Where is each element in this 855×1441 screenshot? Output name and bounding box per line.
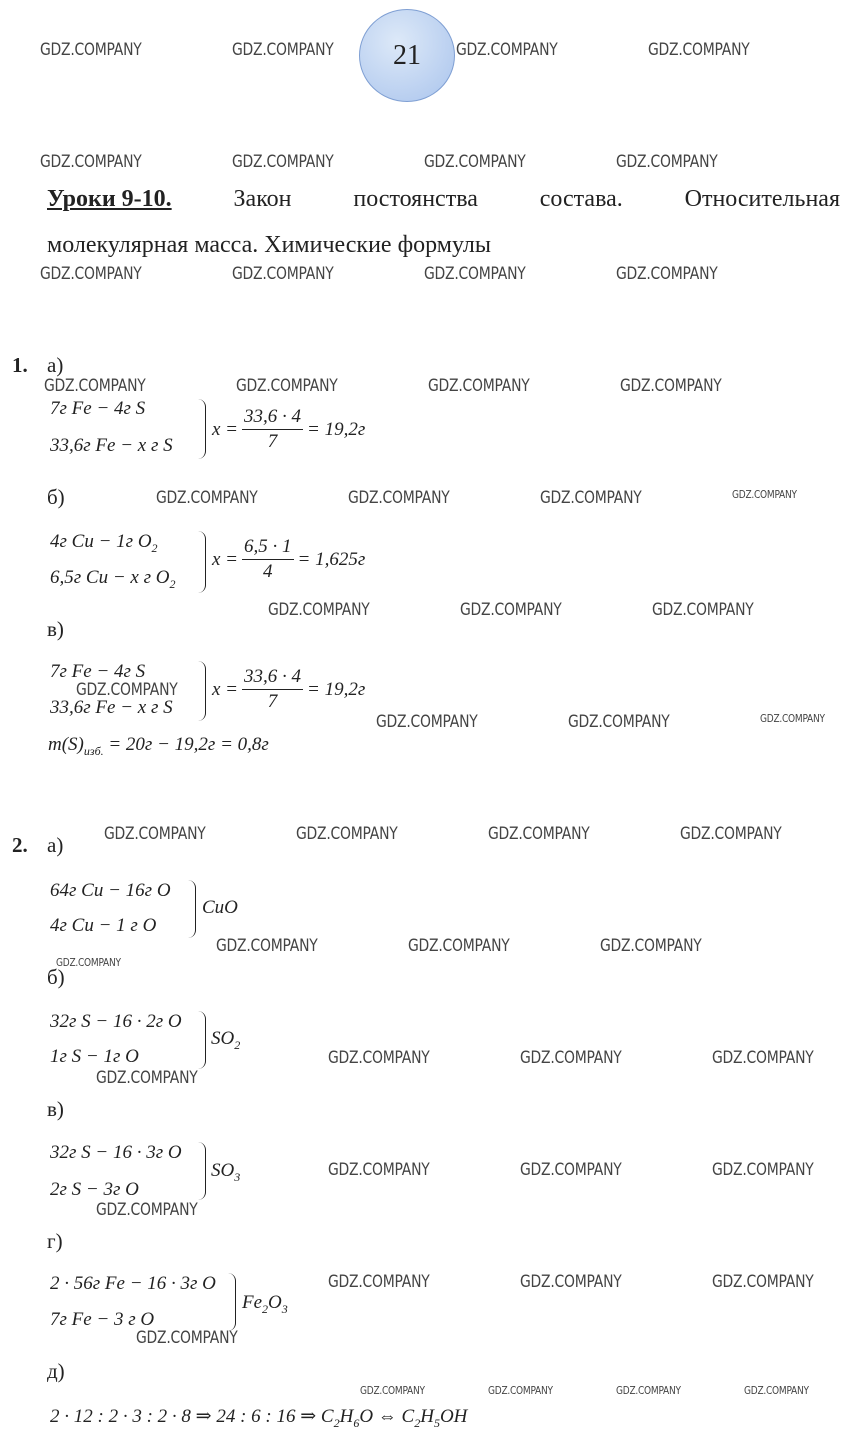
- proportion-row: 7г Fe − 3 г O: [50, 1309, 155, 1330]
- watermark: GDZ.COMPANY: [96, 1200, 198, 1220]
- result-text: Fe: [242, 1292, 263, 1313]
- brace: [196, 1011, 206, 1069]
- proportion-row: 2 · 56г Fe − 16 · 3г O: [50, 1273, 216, 1294]
- watermark: GDZ.COMPANY: [652, 600, 754, 620]
- proportion-row: 7г Fe − 4г S: [50, 398, 146, 419]
- lesson-heading-line2: молекулярная масса. Химические формулы: [47, 232, 491, 258]
- heading-word: постоянства: [353, 186, 478, 212]
- formula-result: = 19,2г: [307, 678, 366, 700]
- subscript: 2: [333, 1415, 340, 1430]
- watermark: GDZ.COMPANY: [680, 824, 782, 844]
- heading-word: Относительная: [684, 186, 840, 212]
- subtask-label: б): [47, 485, 65, 509]
- subscript: 2: [262, 1301, 269, 1316]
- lesson-title: Уроки 9-10.: [47, 186, 172, 212]
- proportion-row: 32г S − 16 · 3г O: [50, 1142, 182, 1163]
- brace: [196, 661, 206, 721]
- formula-lhs: x =: [212, 418, 239, 440]
- watermark: GDZ.COMPANY: [40, 264, 142, 284]
- watermark: GDZ.COMPANY: [732, 488, 797, 501]
- formula-result: = 1,625г: [297, 548, 366, 570]
- watermark: GDZ.COMPANY: [520, 1272, 622, 1292]
- watermark: GDZ.COMPANY: [76, 680, 178, 700]
- watermark: GDZ.COMPANY: [348, 488, 450, 508]
- lesson-heading-line1: [47, 186, 840, 213]
- subtask-label: г): [47, 1229, 63, 1253]
- formula-lhs: x =: [212, 548, 239, 570]
- denominator: 4: [263, 561, 273, 582]
- watermark: GDZ.COMPANY: [408, 936, 510, 956]
- watermark: GDZ.COMPANY: [600, 936, 702, 956]
- watermark: GDZ.COMPANY: [44, 376, 146, 396]
- formula-result: [211, 1028, 240, 1053]
- watermark: GDZ.COMPANY: [540, 488, 642, 508]
- subscript: 6: [353, 1415, 360, 1430]
- brace: [186, 880, 196, 938]
- watermark: GDZ.COMPANY: [376, 712, 478, 732]
- numerator: 6,5 · 1: [242, 536, 294, 560]
- excess-rhs: = 20г − 19,2г = 0,8г: [103, 734, 269, 755]
- watermark: GDZ.COMPANY: [428, 376, 530, 396]
- subscript: 5: [433, 1415, 440, 1430]
- task-number: 1.: [12, 353, 28, 377]
- watermark: GDZ.COMPANY: [232, 152, 334, 172]
- equation-text: OH: [439, 1406, 468, 1427]
- fraction: [242, 666, 303, 713]
- watermark: GDZ.COMPANY: [268, 600, 370, 620]
- watermark: GDZ.COMPANY: [328, 1160, 430, 1180]
- subtask-label: в): [47, 617, 64, 641]
- formula-result: [242, 1292, 288, 1317]
- result-text: SO: [211, 1160, 235, 1181]
- brace: [196, 399, 206, 459]
- watermark: GDZ.COMPANY: [616, 1384, 681, 1397]
- solution-formula: [212, 666, 365, 713]
- subtask-label: в): [47, 1097, 64, 1121]
- watermark: GDZ.COMPANY: [236, 376, 338, 396]
- formula-lhs: x =: [212, 678, 239, 700]
- subscript: 2: [414, 1415, 421, 1430]
- watermark: GDZ.COMPANY: [232, 264, 334, 284]
- watermark: GDZ.COMPANY: [56, 956, 121, 969]
- formula-result: CuO: [202, 897, 238, 918]
- subscript: 3: [281, 1301, 288, 1316]
- watermark: GDZ.COMPANY: [488, 824, 590, 844]
- heading-word: состава.: [539, 186, 623, 212]
- denominator: 7: [267, 431, 278, 452]
- watermark: GDZ.COMPANY: [712, 1160, 814, 1180]
- subtask-label: б): [47, 965, 65, 989]
- equation-text: O ⇔ C: [359, 1406, 415, 1427]
- heading-word: Закон: [233, 186, 292, 212]
- numerator: 33,6 · 4: [242, 666, 303, 690]
- subtask-label: а): [47, 353, 64, 377]
- watermark: GDZ.COMPANY: [328, 1272, 430, 1292]
- watermark: GDZ.COMPANY: [424, 152, 526, 172]
- watermark: GDZ.COMPANY: [328, 1048, 430, 1068]
- watermark: GDZ.COMPANY: [40, 152, 142, 172]
- proportion-row: 33,6г Fe − x г S: [50, 435, 173, 456]
- excess-lhs: m(S): [48, 734, 84, 755]
- row-text: 6,5г Cu − x г O: [50, 567, 170, 588]
- equation-text: H: [420, 1406, 434, 1427]
- brace: [196, 531, 206, 593]
- denominator: 7: [267, 691, 278, 712]
- proportion-row: [50, 531, 158, 556]
- proportion-row: [50, 567, 175, 592]
- proportion-row: 7г Fe − 4г S: [50, 661, 146, 682]
- watermark: GDZ.COMPANY: [96, 1068, 198, 1088]
- page-number: 21: [393, 39, 421, 71]
- watermark: GDZ.COMPANY: [136, 1328, 238, 1348]
- subscript: 2: [234, 1037, 241, 1052]
- row-text: 4г Cu − 1г O: [50, 531, 152, 552]
- task-number: 2.: [12, 833, 28, 857]
- watermark: GDZ.COMPANY: [40, 40, 142, 60]
- subscript: изб.: [83, 743, 104, 758]
- watermark: GDZ.COMPANY: [520, 1048, 622, 1068]
- watermark: GDZ.COMPANY: [488, 1384, 553, 1397]
- excess-formula: [48, 734, 269, 759]
- proportion-row: 1г S − 1г O: [50, 1046, 139, 1067]
- watermark: GDZ.COMPANY: [616, 264, 718, 284]
- solution-formula: [212, 406, 365, 453]
- result-text: O: [268, 1292, 282, 1313]
- watermark: GDZ.COMPANY: [424, 264, 526, 284]
- formula-result: [211, 1160, 240, 1185]
- watermark: GDZ.COMPANY: [620, 376, 722, 396]
- watermark: GDZ.COMPANY: [104, 824, 206, 844]
- subscript: 2: [169, 576, 176, 591]
- equation-text: H: [339, 1406, 354, 1427]
- fraction: [242, 536, 294, 583]
- result-text: SO: [211, 1028, 235, 1049]
- watermark: GDZ.COMPANY: [744, 1384, 809, 1397]
- formula-result: = 19,2г: [307, 418, 366, 440]
- proportion-row: 64г Cu − 16г O: [50, 880, 171, 901]
- proportion-row: 33,6г Fe − x г S: [50, 697, 173, 718]
- watermark: GDZ.COMPANY: [568, 712, 670, 732]
- subscript: 2: [151, 540, 158, 555]
- watermark: GDZ.COMPANY: [360, 1384, 425, 1397]
- proportion-row: 2г S − 3г O: [50, 1179, 139, 1200]
- subtask-label: а): [47, 833, 64, 857]
- equation-text: 2 · 12 : 2 · 3 : 2 · 8 ⇒ 24 : 6 : 16 ⇒ C: [50, 1406, 334, 1427]
- watermark: GDZ.COMPANY: [156, 488, 258, 508]
- watermark: GDZ.COMPANY: [460, 600, 562, 620]
- ratio-equation: [50, 1405, 467, 1431]
- fraction: [242, 406, 303, 453]
- numerator: 33,6 · 4: [242, 406, 303, 430]
- solution-formula: [212, 536, 365, 583]
- watermark: GDZ.COMPANY: [520, 1160, 622, 1180]
- watermark: GDZ.COMPANY: [232, 40, 334, 60]
- watermark: GDZ.COMPANY: [616, 152, 718, 172]
- watermark: GDZ.COMPANY: [456, 40, 558, 60]
- watermark: GDZ.COMPANY: [712, 1048, 814, 1068]
- subscript: 3: [234, 1169, 241, 1184]
- watermark: GDZ.COMPANY: [216, 936, 318, 956]
- watermark: GDZ.COMPANY: [760, 712, 825, 725]
- proportion-row: 32г S − 16 · 2г O: [50, 1011, 182, 1032]
- watermark: GDZ.COMPANY: [712, 1272, 814, 1292]
- subtask-label: д): [47, 1359, 65, 1383]
- brace: [226, 1273, 236, 1331]
- watermark: GDZ.COMPANY: [648, 40, 750, 60]
- page-number-badge: [359, 9, 455, 102]
- brace: [196, 1142, 206, 1200]
- watermark: GDZ.COMPANY: [296, 824, 398, 844]
- proportion-row: 4г Cu − 1 г O: [50, 915, 157, 936]
